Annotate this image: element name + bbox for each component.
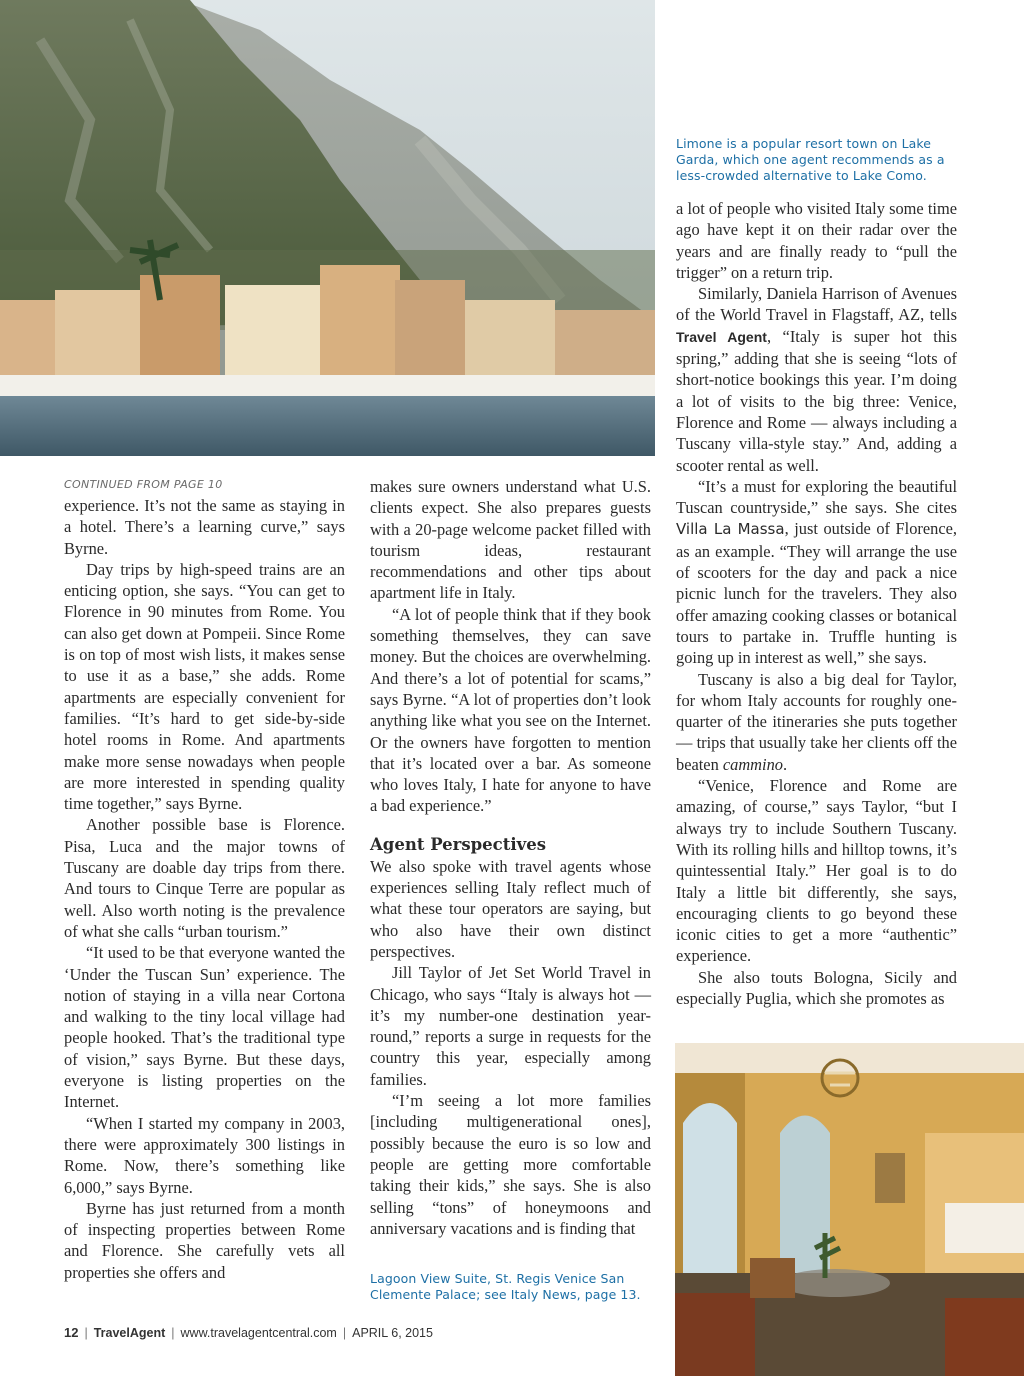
paragraph <box>676 476 957 669</box>
continued-from-label: CONTINUED FROM PAGE 10 <box>64 478 223 491</box>
paragraph: a lot of people who visited Italy some time ago have kept it on their radar over the years and are finally ready to “pull the trigger” on a return trip. <box>676 199 957 282</box>
article-column-3 <box>676 198 957 1009</box>
paragraph: “I’m seeing a lot more families [including multigenerational ones], possibly because the euro is so low and people are getting more comfortable taking their kids,” she says. She is also selling “tons” of honeymoons and anniversary vacations and is finding that <box>370 1091 651 1238</box>
paragraph: “A lot of people think that if they book something themselves, they can save money. But the choices are overwhelming. And there’s a lot of potential for scams,” says Byrne. “A lot of properties don’t look anything like what you see on the Internet. Or the owners have forgotten to mention that it’s located over a bar. As someone who loves Italy, I hate for anyone to have a bad experience.” <box>370 604 651 816</box>
paragraph: Day trips by high-speed trains are an enticing option, she says. “You can get to Florence in 90 minutes from Rome. You can also get down at Pompeii. Since Rome is on top of most wish lists, it makes sense to use it as a base,” she adds. Rome apartments are especially convenient for families. “It’s hard to get side-by-side hotel rooms in Rome. And apartments make more sense nowadays when people are more interested in spending quality time together,” says Byrne. <box>64 559 345 814</box>
page-number: 12 <box>64 1325 79 1340</box>
limone-photo-illustration <box>0 0 655 456</box>
travel-agent-brand: Travel Agent <box>676 328 767 345</box>
text-run: . <box>782 754 788 774</box>
paragraph: experience. It’s not the same as staying in a hotel. There’s a learning curve,” says Byrne. <box>64 496 345 558</box>
paragraph: makes sure owners understand what U.S. clients expect. She also prepares guests with a 20-page welcome packet filled with tourism ideas, restaurant recommendations and other tips about apartment life in Italy. <box>370 477 651 603</box>
limone-lake-garda-photo <box>0 0 655 456</box>
footer-separator: | <box>342 1326 347 1340</box>
st-regis-suite-photo <box>675 1043 1024 1376</box>
cammino-italic: cammino <box>722 754 783 774</box>
paragraph: We also spoke with travel agents whose experiences selling Italy reflect much of what these tour operators are saying, but who also have their own distinct perspectives. <box>370 856 651 961</box>
paragraph: Jill Taylor of Jet Set World Travel in Chicago, who says “Italy is always hot — it’s my number-one destination year-round,” reports a surge in requests for the country this year, especially among families. <box>370 963 651 1089</box>
paragraph <box>676 669 957 775</box>
paragraph: Byrne has just returned from a month of inspecting properties between Rome and Florence. She carefully vets all properties she offers and <box>64 1198 345 1282</box>
subhead-agent-perspectives: Agent Perspectives <box>370 834 546 854</box>
footer-separator: | <box>171 1326 175 1340</box>
suite-photo-illustration <box>675 1043 1024 1376</box>
villa-la-massa-name: Villa La Massa <box>676 520 785 539</box>
article-column-2 <box>370 476 651 1239</box>
paragraph: “It used to be that everyone wanted the ‘Under the Tuscan Sun’ experience. The notion of staying in a villa near Cortona and walking to the tiny local village had people hooked. That’s the traditional type of vision,” says Byrne. But these days, everyone is listing properties on the Internet. <box>64 943 345 1112</box>
publication-url: www.travelagentcentral.com <box>180 1326 337 1340</box>
paragraph <box>676 283 957 476</box>
article-column-1 <box>64 476 345 1283</box>
top-photo-caption: Limone is a popular resort town on Lake Garda, which one agent recommends as a less-crowded alternative to Lake Como. <box>676 136 945 183</box>
publication-name: TravelAgent <box>93 1326 166 1340</box>
paragraph: Another possible base is Florence. Pisa, Luca and the major towns of Tuscany are doable day trips from there. And tours to Cinque Terre are popular as well. Also worth noting is the prevalence of what she calls “urban tourism.” <box>64 815 345 941</box>
paragraph: “When I started my company in 2003, there were approximately 300 listings in Rome. Now, there’s something like 6,000,” says Byrne. <box>64 1113 345 1197</box>
text-run: Tuscany is also a big deal for Taylor, for whom Italy accounts for roughly one-quarter of the itineraries she puts together — trips that usually take her clients off the beaten <box>676 669 957 774</box>
paragraph: “Venice, Florence and Rome are amazing, of course,” says Taylor, “but I always try to include Southern Tuscany. With its rolling hills and hilltop towns, it’s quintessential Italy.” Her goal is to do Italy a little bit differently, she says, encouraging clients to go beyond these iconic cities to get a more “authentic” experience. <box>676 776 957 966</box>
text-run: , just outside of Florence, as an example. “They will arrange the use of scooters for the day and pack a nice picnic lunch for the travelers. They also offer amazing cooking classes or botanical tours to partake in. Truffle hunting is going up in interest as well,” she says. <box>676 519 957 668</box>
text-run: Similarly, Daniela Harrison of Avenues of the World Travel in Flagstaff, AZ, tells <box>676 284 957 325</box>
issue-date: APRIL 6, 2015 <box>352 1326 433 1340</box>
footer-separator: | <box>84 1326 88 1340</box>
text-run: , “Italy is super hot this spring,” adding that she is seeing “lots of short-notice bookings this year. I’m doing a lot of visits to the big three: Venice, Florence and Rome — always including a Tuscany villa-style stay.” And, adding a scooter rental as well. <box>676 326 957 475</box>
text-run: “It’s a must for exploring the beautiful Tuscan countryside,” she says. She cites <box>676 476 957 518</box>
bottom-photo-caption: Lagoon View Suite, St. Regis Venice San Clemente Palace; see Italy News, page 13. <box>370 1271 641 1302</box>
page-footer <box>64 1325 433 1340</box>
paragraph: She also touts Bologna, Sicily and especially Puglia, which she promotes as <box>676 967 957 1008</box>
